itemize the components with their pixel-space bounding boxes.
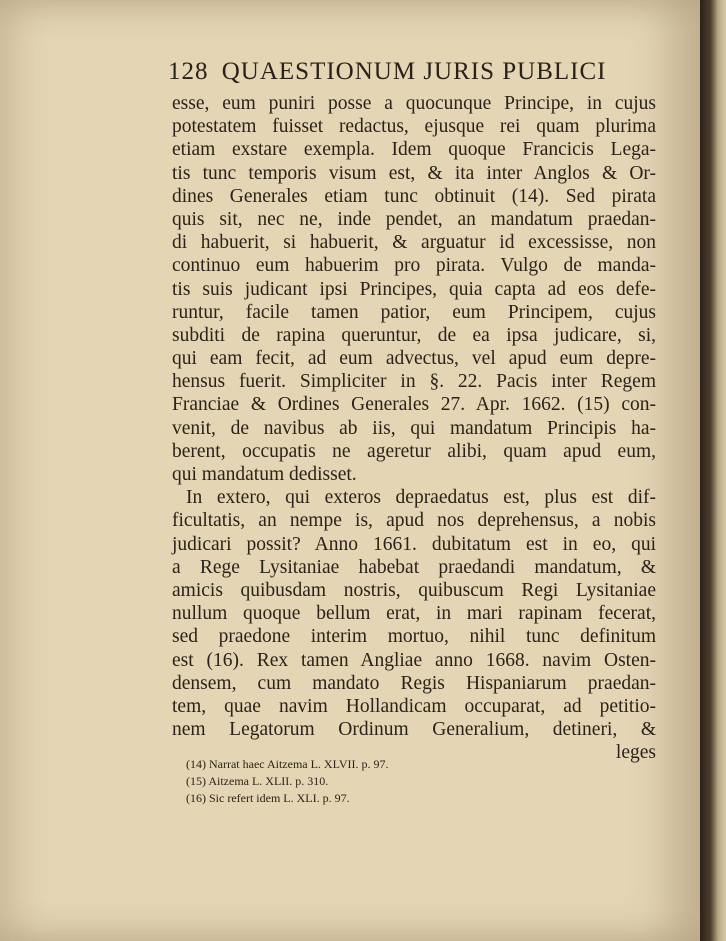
text-line: densem, cum mandato Regis Hispaniarum praedan- (172, 672, 656, 694)
text-line: sed praedone interim mortuo, nihil tunc definitum (172, 626, 656, 648)
text-line: tis tunc temporis visum est, & ita inter Anglos & Or- (172, 162, 656, 184)
text-line: esse, eum puniri posse a quocunque Principe, in cujus (172, 93, 656, 114)
text-line: subditi de rapina queruntur, de ea ipsa judicare, si, (172, 324, 656, 346)
text-line: est (16). Rex tamen Angliae anno 1668. navim Osten- (172, 649, 656, 671)
text-line: runtur, facile tamen patior, eum Principem, cujus (172, 301, 656, 323)
text-line: quis sit, nec ne, inde pendet, an mandatum praedan- (172, 208, 656, 230)
text-line: berent, occupatis ne ageretur alibi, quam apud eum, (172, 440, 656, 462)
text-line: qui mandatum dedisset. (172, 464, 357, 485)
text-line: venit, de navibus ab iis, qui mandatum Principis ha- (172, 417, 656, 439)
text-line: hensus fuerit. Simpliciter in §. 22. Pacis inter Regem (172, 371, 656, 393)
text-line: In extero, qui exteros depraedatus est, plus est dif- (186, 487, 656, 509)
footnote: (14) Narrat haec Aitzema L. XLVII. p. 97. (186, 757, 389, 771)
page-number: 128 (168, 58, 209, 85)
text-line: ficultatis, an nempe is, apud nos deprehensus, a nobis (172, 510, 656, 532)
text-line: di habuerit, si habuerit, & arguatur id excessisse, non (172, 232, 656, 254)
header-title: QUAESTIONUM JURIS PUBLICI (221, 58, 607, 85)
body-text (172, 92, 656, 764)
text-line: qui eam fecit, ad eum advectus, vel apud eum depre- (172, 348, 656, 370)
catchword: leges (615, 742, 656, 764)
text-line: Franciae & Ordines Generales 27. Apr. 1662. (15) con- (172, 394, 656, 416)
footnote: (15) Aitzema L. XLII. p. 310. (186, 774, 329, 788)
footnotes (186, 756, 486, 807)
text-line: potestatem fuisset redactus, ejusque rei quam plurima (172, 116, 656, 138)
footnote: (16) Sic refert idem L. XLI. p. 97. (186, 791, 350, 805)
text-line: dines Generales etiam tunc obtinuit (14). Sed pirata (172, 185, 656, 207)
running-header (168, 58, 628, 92)
text-line: nullum quoque bellum erat, in mari rapinam fecerat, (172, 603, 656, 625)
text-line: continuo eum habuerim pro pirata. Vulgo de manda- (172, 255, 656, 277)
text-line: judicari possit? Anno 1661. dubitatum est in eo, qui (172, 533, 656, 555)
text-line: etiam exstare exempla. Idem quoque Francicis Lega- (172, 139, 656, 161)
book-edge (700, 0, 726, 941)
text-line: a Rege Lysitaniae habebat praedandi mandatum, & (172, 556, 656, 578)
text-line: tem, quae navim Hollandicam occuparat, ad petitio- (172, 695, 656, 717)
text-line: tis suis judicant ipsi Principes, quia capta ad eos defe- (172, 278, 656, 300)
text-line: nem Legatorum Ordinum Generalium, detineri, & (172, 719, 656, 741)
text-line: amicis quibusdam nostris, quibuscum Regi Lysitaniae (172, 579, 656, 601)
